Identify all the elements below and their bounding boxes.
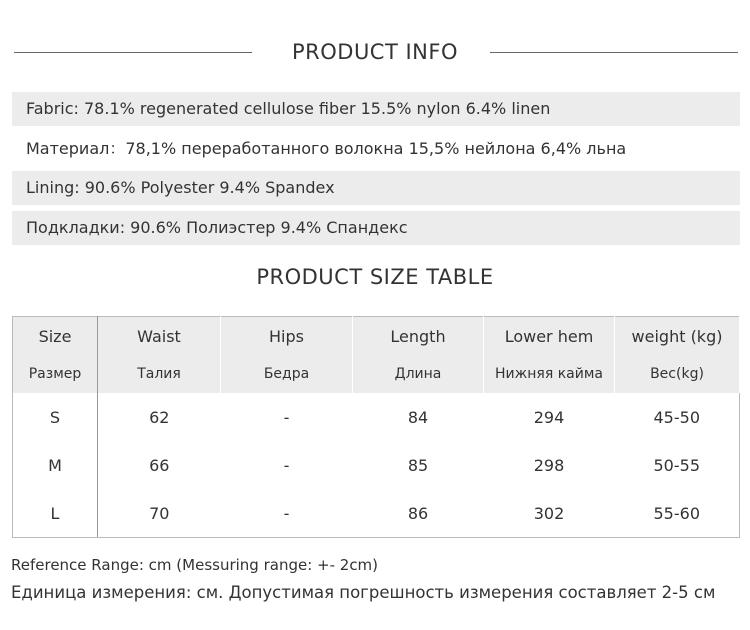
table-row	[13, 489, 740, 538]
cell-waist: 62	[98, 393, 221, 441]
cell-lower-hem: 302	[484, 489, 615, 538]
cell-waist: 66	[98, 441, 221, 489]
table-row	[13, 393, 740, 441]
info-row-lining: Lining: 90.6% Polyester 9.4% Spandex	[12, 171, 740, 205]
cell-waist: 70	[98, 489, 221, 538]
header-lower-hem: Lower hem	[484, 317, 615, 356]
cell-size: S	[13, 393, 98, 441]
reference-range-note-ru: Единица измерения: см. Допустимая погрешность измерения составляет 2-5 см	[11, 583, 716, 602]
header-weight: weight (kg)	[615, 317, 740, 356]
info-row-lining-ru: Подкладки: 90.6% Полиэстер 9.4% Спандекс	[12, 211, 740, 245]
header-length-ru: Длина	[353, 355, 484, 393]
cell-length: 86	[353, 489, 484, 538]
header-length: Length	[353, 317, 484, 356]
table-row	[13, 441, 740, 489]
cell-weight: 45-50	[615, 393, 740, 441]
cell-size: M	[13, 441, 98, 489]
header-weight-ru: Вес(kg)	[615, 355, 740, 393]
table-header-row	[13, 317, 740, 356]
header-lower-hem-ru: Нижняя кайма	[484, 355, 615, 393]
product-info-header	[0, 37, 750, 67]
cell-lower-hem: 298	[484, 441, 615, 489]
header-size: Size	[13, 317, 98, 356]
size-table-title: PRODUCT SIZE TABLE	[256, 265, 494, 289]
cell-hips: -	[221, 489, 353, 538]
header-size-ru: Размер	[13, 355, 98, 393]
cell-lower-hem: 294	[484, 393, 615, 441]
size-table-header	[0, 262, 750, 292]
table-header-row-ru	[13, 355, 740, 393]
header-waist: Waist	[98, 317, 221, 356]
cell-hips: -	[221, 393, 353, 441]
cell-length: 84	[353, 393, 484, 441]
size-table	[12, 316, 740, 538]
cell-size: L	[13, 489, 98, 538]
product-info-title: PRODUCT INFO	[291, 40, 458, 64]
info-row-fabric: Fabric: 78.1% regenerated cellulose fiber 15.5% nylon 6.4% linen	[12, 92, 740, 126]
cell-hips: -	[221, 441, 353, 489]
cell-length: 85	[353, 441, 484, 489]
cell-weight: 55-60	[615, 489, 740, 538]
info-row-material: Материал：78,1% переработанного волокна 15,5% нейлона 6,4% льна	[26, 139, 627, 158]
reference-range-note: Reference Range: cm (Messuring range: +- 2cm)	[11, 556, 379, 574]
header-waist-ru: Талия	[98, 355, 221, 393]
header-hips: Hips	[221, 317, 353, 356]
header-hips-ru: Бедра	[221, 355, 353, 393]
cell-weight: 50-55	[615, 441, 740, 489]
header-divider-right	[490, 52, 738, 53]
